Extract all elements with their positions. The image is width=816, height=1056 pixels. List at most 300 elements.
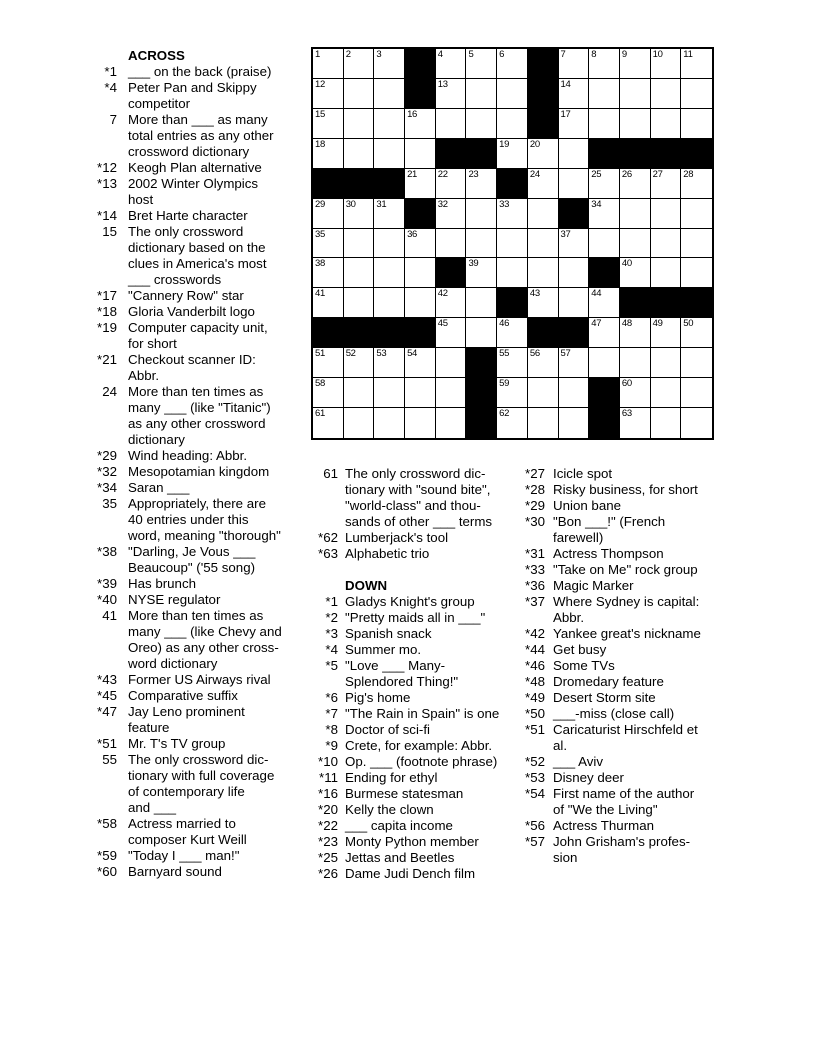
- grid-square[interactable]: [620, 408, 651, 438]
- grid-square[interactable]: [466, 49, 497, 79]
- grid-square[interactable]: [559, 109, 590, 139]
- clue-text: Disney deer: [553, 770, 624, 785]
- grid-square[interactable]: [374, 49, 405, 79]
- square-number: 55: [499, 348, 510, 360]
- clue-text: Mesopotamian kingdom: [128, 464, 270, 479]
- square-number: 22: [437, 168, 448, 180]
- square-number: 2: [345, 49, 351, 60]
- grid-square[interactable]: [344, 258, 375, 288]
- grid-square[interactable]: [436, 79, 467, 109]
- square-number: 7: [560, 49, 566, 60]
- clue-text: Jay Leno prominent feature: [128, 704, 245, 735]
- grid-square[interactable]: [436, 169, 467, 199]
- grid-square[interactable]: [466, 199, 497, 229]
- clue-text: Gloria Vanderbilt logo: [128, 304, 255, 319]
- grid-square[interactable]: [681, 258, 712, 288]
- down-clues-column: [518, 466, 743, 866]
- grid-square[interactable]: [436, 199, 467, 229]
- clue: [81, 448, 313, 464]
- grid-square[interactable]: [374, 79, 405, 109]
- grid-square[interactable]: [497, 49, 528, 79]
- clue: [315, 738, 520, 754]
- clue: [81, 80, 313, 112]
- clue-text: Comparative suffix: [128, 688, 238, 703]
- grid-square[interactable]: [589, 79, 620, 109]
- grid-square[interactable]: [528, 258, 559, 288]
- grid-square[interactable]: [497, 109, 528, 139]
- grid-square[interactable]: [405, 258, 436, 288]
- grid-square[interactable]: [313, 408, 344, 438]
- square-number: 23: [468, 168, 479, 180]
- clue-number: *17: [97, 288, 117, 303]
- clue: [81, 288, 313, 304]
- clue: [315, 658, 520, 690]
- square-number: 27: [652, 168, 663, 180]
- clue: [518, 562, 743, 578]
- clue: [518, 834, 743, 866]
- grid-square[interactable]: [589, 348, 620, 378]
- clue-text: Checkout scanner ID: Abbr.: [128, 352, 256, 383]
- clue: [81, 608, 313, 672]
- grid-square[interactable]: [681, 408, 712, 438]
- grid-square[interactable]: [405, 169, 436, 199]
- grid-square[interactable]: [466, 288, 497, 318]
- clue-number: *22: [318, 818, 338, 833]
- grid-square[interactable]: [559, 288, 590, 318]
- clue: [518, 482, 743, 498]
- clue: [315, 530, 520, 546]
- grid-square[interactable]: [313, 109, 344, 139]
- clue: [315, 754, 520, 770]
- square-number: 42: [437, 288, 448, 300]
- grid-square[interactable]: [559, 49, 590, 79]
- grid-square[interactable]: [681, 169, 712, 199]
- grid-square[interactable]: [528, 139, 559, 169]
- grid-square[interactable]: [313, 378, 344, 408]
- clue-number: *25: [318, 850, 338, 865]
- clue: [315, 770, 520, 786]
- clue-number: *2: [325, 610, 338, 625]
- grid-square[interactable]: [589, 49, 620, 79]
- clue: [315, 818, 520, 834]
- clue: [81, 544, 313, 576]
- grid-square[interactable]: [559, 229, 590, 259]
- grid-square[interactable]: [466, 109, 497, 139]
- clue-text: ___-miss (close call): [553, 706, 675, 721]
- square-number: 63: [621, 408, 632, 420]
- black-square: [651, 288, 682, 318]
- grid-square[interactable]: [344, 109, 375, 139]
- grid-square[interactable]: [651, 318, 682, 348]
- grid-square[interactable]: [313, 348, 344, 378]
- grid-square[interactable]: [466, 318, 497, 348]
- grid-square[interactable]: [681, 348, 712, 378]
- clue-text: Get busy: [553, 642, 607, 657]
- clue: [315, 802, 520, 818]
- clue-text: The only crossword dic- tionary with full coverage of contemporary life and ___: [128, 752, 275, 815]
- square-number: 29: [315, 198, 325, 210]
- grid-square[interactable]: [681, 199, 712, 229]
- clue-text: NYSE regulator: [128, 592, 221, 607]
- clue-text: Lumberjack's tool: [345, 530, 449, 545]
- grid-square[interactable]: [436, 318, 467, 348]
- black-square: [528, 318, 559, 348]
- clue: [81, 112, 313, 160]
- clue-text: Barnyard sound: [128, 864, 222, 879]
- clue-number: *14: [97, 208, 117, 223]
- black-square: [344, 318, 375, 348]
- square-number: 58: [315, 378, 325, 390]
- clue-text: Appropriately, there are 40 entries under this word, meaning "thorough": [128, 496, 281, 543]
- grid-square[interactable]: [528, 348, 559, 378]
- grid-square[interactable]: [589, 109, 620, 139]
- clue-text: Risky business, for short: [553, 482, 698, 497]
- grid-square[interactable]: [559, 139, 590, 169]
- black-square: [589, 139, 620, 169]
- grid-square[interactable]: [313, 258, 344, 288]
- clue-text: Pig's home: [345, 690, 411, 705]
- grid-square[interactable]: [374, 199, 405, 229]
- grid-square[interactable]: [466, 229, 497, 259]
- clue-number: *63: [318, 546, 338, 561]
- square-number: 36: [407, 228, 418, 240]
- grid-square[interactable]: [374, 408, 405, 438]
- grid-square[interactable]: [466, 79, 497, 109]
- square-number: 50: [683, 318, 694, 330]
- grid-square[interactable]: [497, 229, 528, 259]
- clue-number: 35: [102, 496, 117, 511]
- clue-number: *18: [97, 304, 117, 319]
- grid-square[interactable]: [344, 378, 375, 408]
- clue-number: *1: [325, 594, 338, 609]
- square-number: 53: [376, 348, 387, 360]
- clue: [518, 466, 743, 482]
- grid-square[interactable]: [620, 229, 651, 259]
- square-number: 46: [499, 318, 510, 330]
- across-heading: ACROSS: [128, 48, 185, 63]
- square-number: 59: [499, 378, 510, 390]
- clue-number: *20: [318, 802, 338, 817]
- clue: [81, 64, 313, 80]
- grid-square[interactable]: [436, 288, 467, 318]
- grid-square[interactable]: [405, 288, 436, 318]
- grid-square[interactable]: [344, 139, 375, 169]
- clue-text: John Grisham's profes- sion: [553, 834, 691, 865]
- grid-square[interactable]: [313, 79, 344, 109]
- grid-square[interactable]: [344, 79, 375, 109]
- clue-text: Summer mo.: [345, 642, 422, 657]
- grid-square[interactable]: [651, 229, 682, 259]
- grid-square[interactable]: [589, 288, 620, 318]
- grid-square[interactable]: [344, 288, 375, 318]
- clue-text: More than ___ as many total entries as any other crossword dictionary: [128, 112, 274, 159]
- clue-number: *16: [318, 786, 338, 801]
- grid-square[interactable]: [374, 378, 405, 408]
- square-number: 20: [529, 138, 540, 150]
- clue-number: 55: [102, 752, 117, 767]
- grid-square[interactable]: [497, 79, 528, 109]
- black-square: [436, 258, 467, 288]
- clue-text: Ending for ethyl: [345, 770, 438, 785]
- grid-square[interactable]: [497, 378, 528, 408]
- grid-square[interactable]: [344, 408, 375, 438]
- clue-number: *21: [97, 352, 117, 367]
- clue-text: 2002 Winter Olympics host: [128, 176, 259, 207]
- clue: [81, 736, 313, 752]
- clue-number: *39: [97, 576, 117, 591]
- clue: [315, 626, 520, 642]
- grid-square[interactable]: [681, 79, 712, 109]
- clue: [81, 592, 313, 608]
- grid-square[interactable]: [620, 49, 651, 79]
- grid-square[interactable]: [559, 348, 590, 378]
- clue-number: *56: [525, 818, 545, 833]
- clue-number: 24: [102, 384, 117, 399]
- grid-square[interactable]: [313, 199, 344, 229]
- grid-square[interactable]: [651, 169, 682, 199]
- square-number: 17: [560, 108, 571, 120]
- black-square: [528, 49, 559, 79]
- black-square: [620, 139, 651, 169]
- grid-square[interactable]: [589, 199, 620, 229]
- black-square: [559, 318, 590, 348]
- clue-text: Icicle spot: [553, 466, 613, 481]
- grid-square[interactable]: [681, 229, 712, 259]
- grid-square[interactable]: [681, 49, 712, 79]
- grid-square[interactable]: [436, 378, 467, 408]
- grid-square[interactable]: [313, 229, 344, 259]
- down-clue-list-col2: [315, 594, 520, 882]
- grid-square[interactable]: [620, 348, 651, 378]
- square-number: 40: [621, 258, 632, 270]
- grid-square[interactable]: [497, 258, 528, 288]
- clue: [81, 160, 313, 176]
- grid-square[interactable]: [436, 229, 467, 259]
- clue-text: Yankee great's nickname: [553, 626, 701, 641]
- grid-square[interactable]: [374, 288, 405, 318]
- clue: [315, 594, 520, 610]
- black-square: [313, 318, 344, 348]
- clue-number: 15: [102, 224, 117, 239]
- clue-text: "Love ___ Many- Splendored Thing!": [345, 658, 459, 689]
- grid-square[interactable]: [497, 408, 528, 438]
- clue-text: "Bon ___!" (French farewell): [553, 514, 666, 545]
- square-number: 34: [591, 198, 602, 210]
- square-number: 51: [315, 348, 325, 360]
- clue-text: Some TVs: [553, 658, 615, 673]
- grid-square[interactable]: [374, 109, 405, 139]
- clue-number: *4: [325, 642, 338, 657]
- grid-square[interactable]: [374, 348, 405, 378]
- square-number: 33: [499, 198, 510, 210]
- grid-square[interactable]: [436, 348, 467, 378]
- grid-square[interactable]: [589, 318, 620, 348]
- grid-square[interactable]: [651, 258, 682, 288]
- black-square: [620, 288, 651, 318]
- square-number: 57: [560, 348, 571, 360]
- clue-number: *62: [318, 530, 338, 545]
- grid-square[interactable]: [466, 169, 497, 199]
- black-square: [374, 318, 405, 348]
- grid-square[interactable]: [528, 378, 559, 408]
- grid-square[interactable]: [497, 348, 528, 378]
- grid-square[interactable]: [528, 169, 559, 199]
- square-number: 44: [591, 288, 602, 300]
- black-square: [497, 288, 528, 318]
- grid-square[interactable]: [559, 258, 590, 288]
- grid-square[interactable]: [528, 229, 559, 259]
- black-square: [405, 49, 436, 79]
- grid-square[interactable]: [589, 169, 620, 199]
- grid-square[interactable]: [681, 109, 712, 139]
- clue: [518, 706, 743, 722]
- clue-number: *51: [97, 736, 117, 751]
- black-square: [374, 169, 405, 199]
- black-square: [405, 199, 436, 229]
- clue-text: The only crossword dictionary based on the clues in America's most ___ crosswords: [128, 224, 267, 287]
- grid-square[interactable]: [497, 139, 528, 169]
- grid-square[interactable]: [620, 199, 651, 229]
- grid-square[interactable]: [681, 318, 712, 348]
- clue-text: Wind heading: Abbr.: [128, 448, 248, 463]
- clue: [518, 754, 743, 770]
- clue: [518, 786, 743, 818]
- grid-square[interactable]: [651, 199, 682, 229]
- grid-square[interactable]: [528, 288, 559, 318]
- clue-number: *29: [525, 498, 545, 513]
- grid-square[interactable]: [405, 408, 436, 438]
- grid-square[interactable]: [344, 229, 375, 259]
- grid-square[interactable]: [497, 318, 528, 348]
- grid-square[interactable]: [620, 378, 651, 408]
- grid-square[interactable]: [313, 49, 344, 79]
- clue: [518, 514, 743, 546]
- clue-number: *32: [97, 464, 117, 479]
- clue: [518, 690, 743, 706]
- square-number: 28: [683, 168, 694, 180]
- grid-square[interactable]: [313, 139, 344, 169]
- square-number: 5: [468, 49, 474, 60]
- square-number: 12: [315, 78, 325, 90]
- clue-number: *44: [525, 642, 545, 657]
- grid-square[interactable]: [405, 229, 436, 259]
- clue: [518, 642, 743, 658]
- grid-square[interactable]: [497, 199, 528, 229]
- clue: [518, 674, 743, 690]
- grid-square[interactable]: [374, 229, 405, 259]
- grid-square[interactable]: [589, 229, 620, 259]
- grid-square[interactable]: [620, 318, 651, 348]
- clue-number: *7: [325, 706, 338, 721]
- grid-square[interactable]: [620, 169, 651, 199]
- crossword-grid: [311, 47, 714, 440]
- grid-square[interactable]: [313, 288, 344, 318]
- grid-square[interactable]: [651, 109, 682, 139]
- grid-square[interactable]: [651, 378, 682, 408]
- grid-square[interactable]: [405, 109, 436, 139]
- square-number: 1: [315, 49, 320, 60]
- clue: [518, 658, 743, 674]
- grid-square[interactable]: [651, 408, 682, 438]
- grid-square[interactable]: [559, 79, 590, 109]
- grid-square[interactable]: [681, 378, 712, 408]
- clue-text: Jettas and Beetles: [345, 850, 455, 865]
- clue-text: Monty Python member: [345, 834, 479, 849]
- grid-square[interactable]: [559, 378, 590, 408]
- clue: [315, 786, 520, 802]
- square-number: 16: [407, 108, 418, 120]
- clue-number: *58: [97, 816, 117, 831]
- clue-number: *50: [525, 706, 545, 721]
- grid-square[interactable]: [559, 169, 590, 199]
- square-number: 14: [560, 78, 571, 90]
- grid-square[interactable]: [405, 139, 436, 169]
- square-number: 49: [652, 318, 663, 330]
- grid-square[interactable]: [466, 258, 497, 288]
- grid-square[interactable]: [651, 79, 682, 109]
- grid-square[interactable]: [344, 49, 375, 79]
- black-square: [313, 169, 344, 199]
- square-number: 21: [407, 168, 418, 180]
- clue: [315, 706, 520, 722]
- grid-square[interactable]: [620, 258, 651, 288]
- clue: [81, 752, 313, 816]
- black-square: [466, 348, 497, 378]
- grid-square[interactable]: [436, 408, 467, 438]
- clue-text: More than ten times as many ___ (like Chevy and Oreo) as any other cross- word dictionary: [128, 608, 282, 671]
- clue-number: *3: [325, 626, 338, 641]
- clue: [518, 770, 743, 786]
- clue: [315, 850, 520, 866]
- black-square: [681, 288, 712, 318]
- square-number: 31: [376, 198, 387, 210]
- grid-square[interactable]: [436, 49, 467, 79]
- clue: [81, 576, 313, 592]
- square-number: 25: [591, 168, 602, 180]
- square-number: 30: [345, 198, 356, 210]
- black-square: [405, 318, 436, 348]
- grid-square[interactable]: [620, 109, 651, 139]
- grid-square[interactable]: [651, 49, 682, 79]
- grid-square[interactable]: [405, 348, 436, 378]
- clue: [315, 642, 520, 658]
- square-number: 52: [345, 348, 356, 360]
- grid-square[interactable]: [344, 199, 375, 229]
- clue-text: Desert Storm site: [553, 690, 656, 705]
- clue-number: *28: [525, 482, 545, 497]
- grid-square[interactable]: [651, 348, 682, 378]
- grid-square[interactable]: [405, 378, 436, 408]
- grid-square[interactable]: [528, 199, 559, 229]
- clue-number: *52: [525, 754, 545, 769]
- clue-number: *60: [97, 864, 117, 879]
- grid-square[interactable]: [436, 109, 467, 139]
- clue-number: *19: [97, 320, 117, 335]
- grid-square[interactable]: [528, 408, 559, 438]
- grid-square[interactable]: [374, 139, 405, 169]
- grid-square[interactable]: [374, 258, 405, 288]
- clue-text: "Take on Me" rock group: [553, 562, 698, 577]
- grid-square[interactable]: [559, 408, 590, 438]
- black-square: [651, 139, 682, 169]
- black-square: [589, 258, 620, 288]
- grid-square[interactable]: [620, 79, 651, 109]
- clue-text: Spanish snack: [345, 626, 432, 641]
- clue: [315, 866, 520, 882]
- grid-square[interactable]: [344, 348, 375, 378]
- clue: [518, 626, 743, 642]
- clue: [81, 704, 313, 736]
